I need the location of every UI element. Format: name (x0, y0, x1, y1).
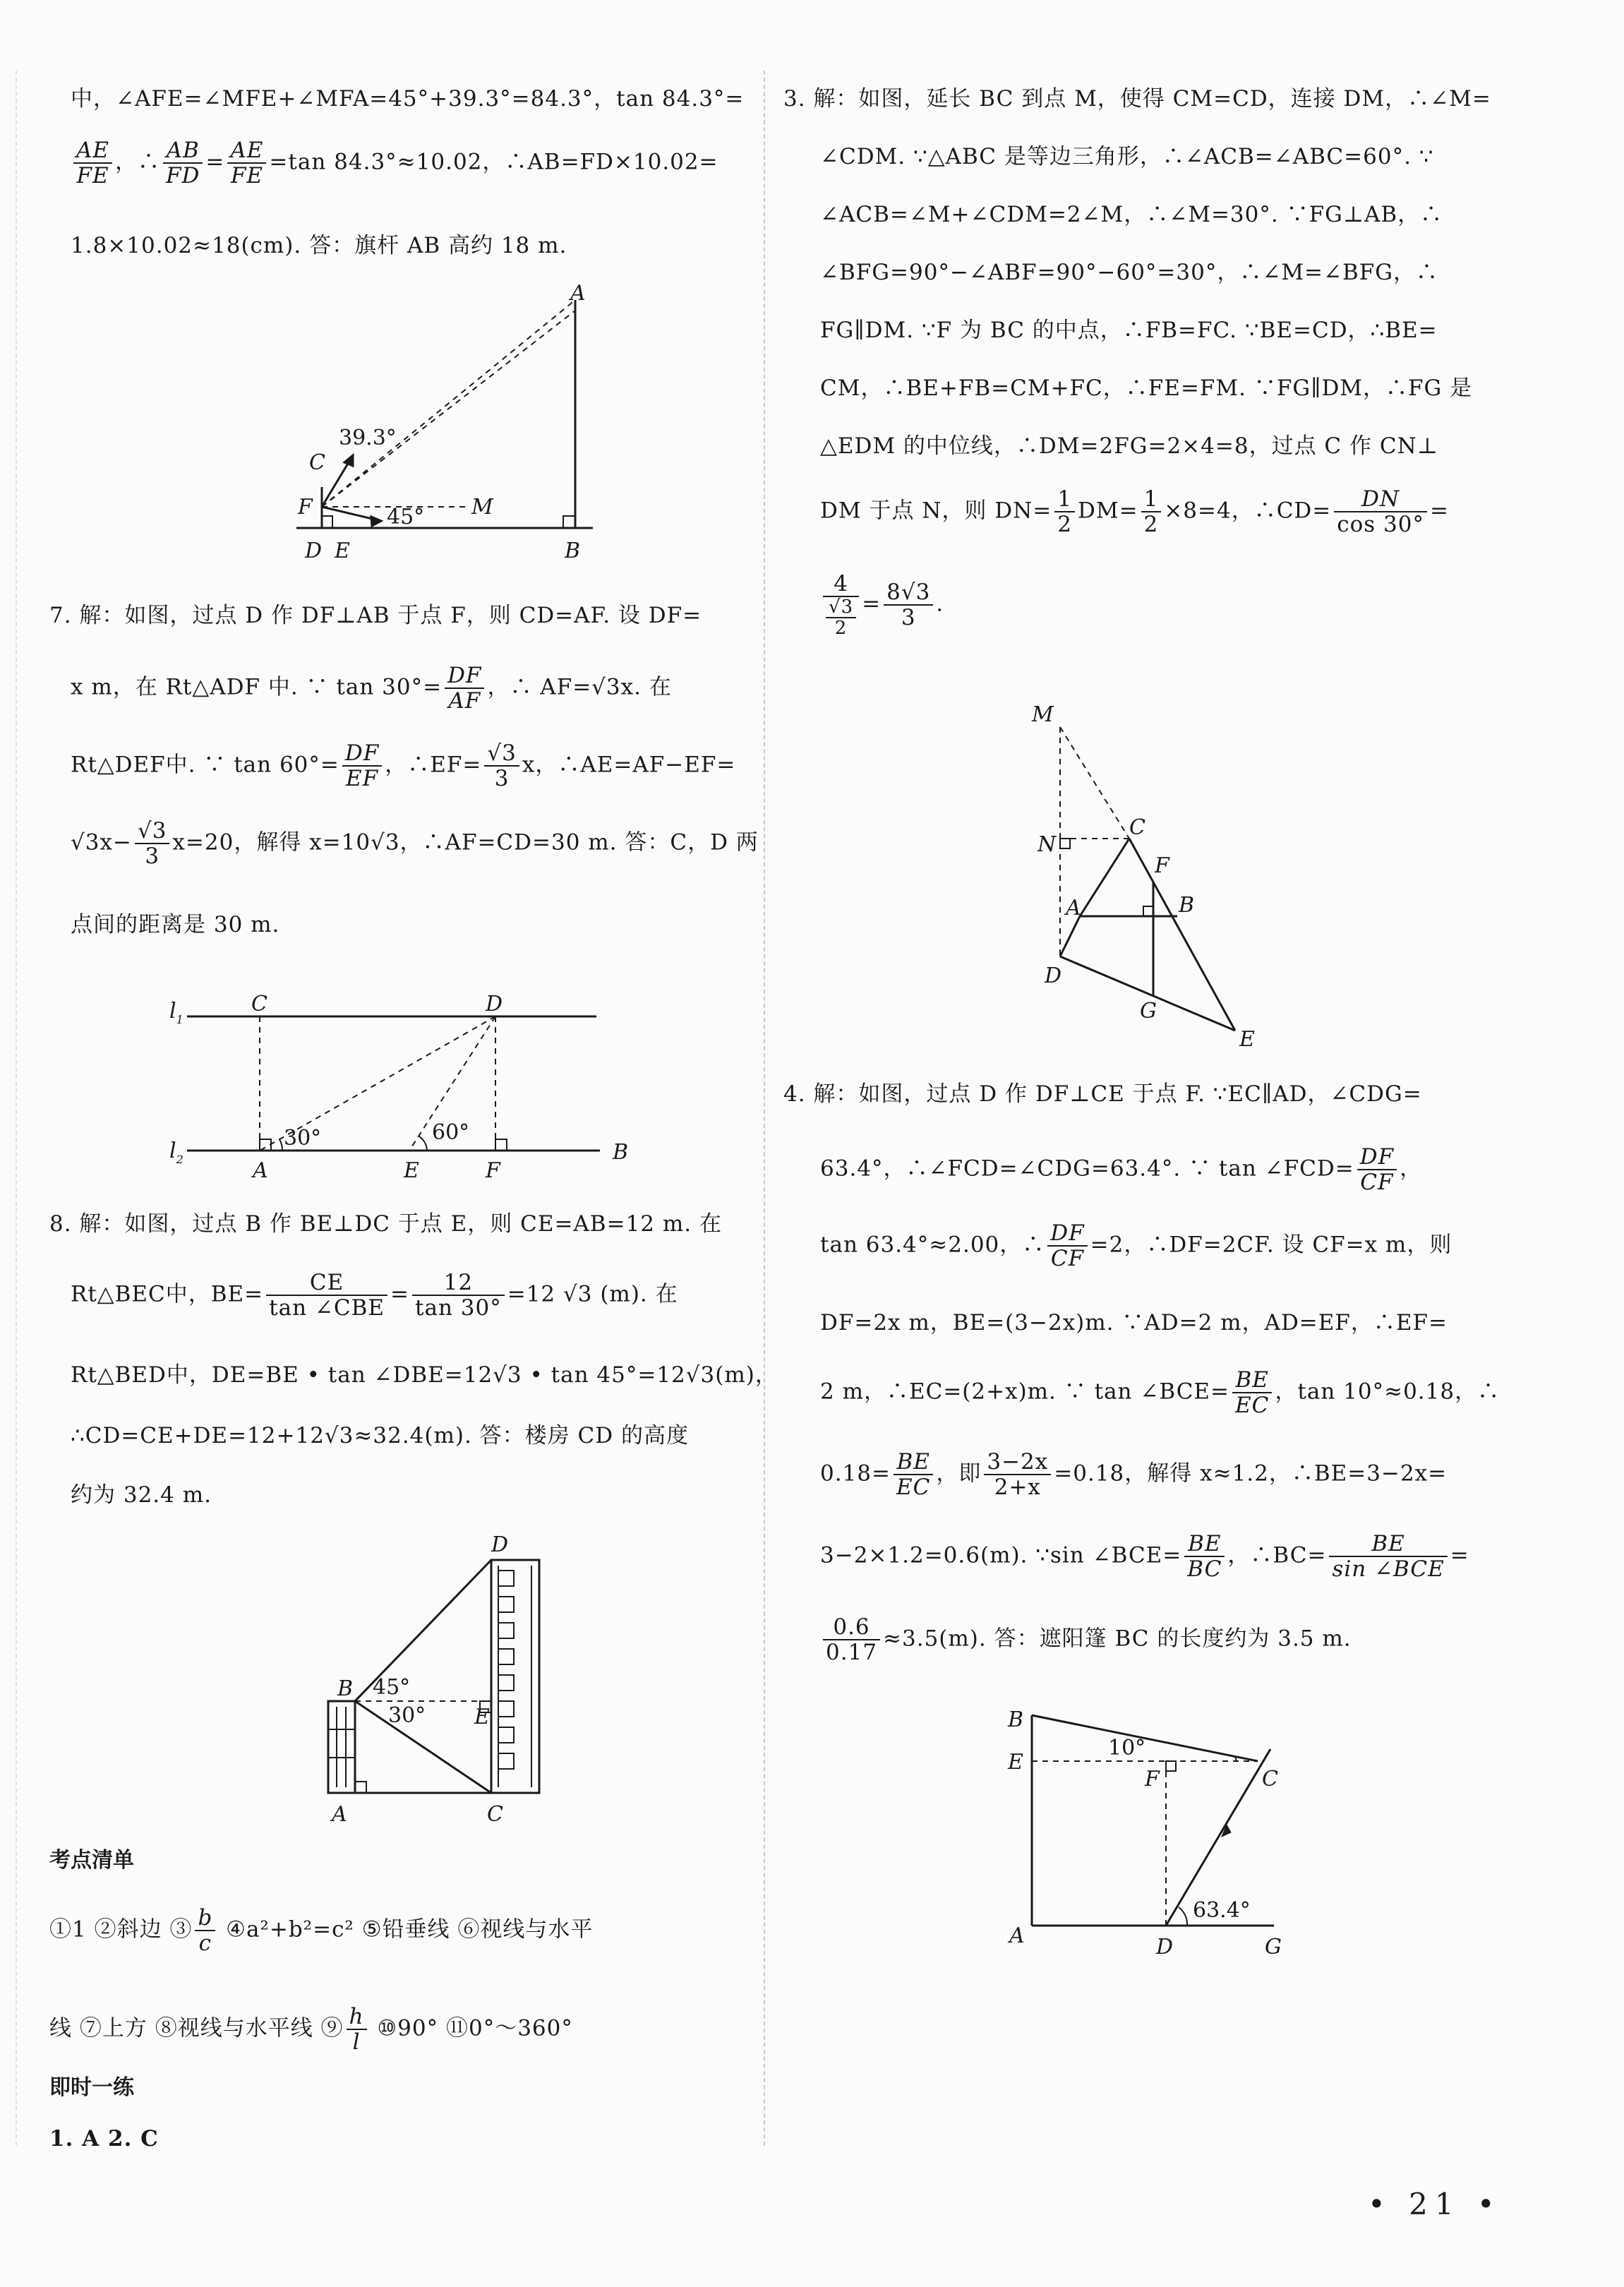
label-D: D (1045, 964, 1062, 988)
frac: $\frac{3-2x}{2+x}$ (984, 1450, 1051, 1499)
angle-arc-30 (279, 1139, 282, 1151)
p6-line3: 1.8×10.02≈18(cm). 答：旗杆 AB 高约 18 m. (71, 233, 567, 258)
frac: $\frac{h}{l}$ (347, 2005, 367, 2054)
p7-line1: 7. 解：如图，过点 D 作 DF⊥AB 于点 F，则 CD=AF. 设 DF= (49, 603, 702, 628)
p3-line4: ∠BFG=90°−∠ABF=90°−60°=30°，∴∠M=∠BFG，∴ (820, 260, 1439, 285)
arrowhead (344, 455, 353, 466)
frac: $\frac{12}{\tan 30^\circ}$ (412, 1271, 505, 1320)
frac: $\frac{√3}{2}$ (826, 597, 856, 638)
label-A: A (332, 1802, 347, 1827)
segment-mc (1060, 727, 1129, 839)
label-l2: $l_2$ (169, 1139, 184, 1166)
label-E: E (1239, 1027, 1255, 1052)
frac: $\frac{DF}{AF}$ (445, 664, 484, 713)
label-G: G (1140, 999, 1157, 1024)
frac: $\frac{AE}{FE}$ (227, 138, 266, 188)
label-B: B (337, 1676, 354, 1701)
column-divider (764, 71, 765, 2146)
p7-line2: x m，在 Rt△ADF 中. ∵ tan 30°= $\frac{DF}{AF}$ ，∴ AF=√3x. 在 (71, 663, 672, 714)
p3-line3: ∠ACB=∠M+∠CDM=2∠M，∴∠M=30°. ∵FG⊥AB，∴ (820, 202, 1443, 227)
jishi-answers: 1. A 2. C (49, 2126, 159, 2151)
right-angle-mark-f (495, 1139, 507, 1151)
label-F: F (1145, 1767, 1160, 1791)
frac: $\frac{BE}{EC}$ (894, 1450, 933, 1499)
frac: $\frac{1}{2}$ (1141, 487, 1162, 536)
label-C: C (487, 1802, 503, 1827)
p7-line4: √3x− $\frac{√3}{3}$ x=20，解得 x=10√3，∴AF=CD=30 m. 答：C，D 两 (71, 818, 759, 869)
angle-10: 10° (1108, 1736, 1146, 1760)
p3-line5: FG∥DM. ∵F 为 BC 的中点，∴FB=FC. ∵BE=CD，∴BE= (820, 318, 1438, 343)
frac: $\frac{DN}{\cos 30^\circ}$ (1334, 487, 1427, 536)
label-C: C (1129, 815, 1145, 840)
label-D: D (305, 539, 323, 563)
label-A: A (253, 1158, 268, 1183)
right-angle-mark-d (322, 516, 332, 528)
angle-30: 30° (388, 1703, 426, 1728)
label-E: E (1008, 1750, 1023, 1775)
section-kaodian-title: 考点清单 (49, 1848, 134, 1873)
sightline-fa (322, 300, 575, 507)
kaodian-line1: ①1 ②斜边 ③ $\frac{b}{c}$ ④a²+b²=c² ⑤铅垂线 ⑥视线与水平 (49, 1905, 594, 1956)
p4-line5: 2 m，∴EC=(2+x)m. ∵ tan ∠BCE= $\frac{BE}{EC}$ ，tan 10°≈0.18，∴ (820, 1367, 1500, 1418)
label-M: M (471, 495, 493, 520)
label-C: C (309, 450, 325, 475)
label-G: G (1265, 1935, 1282, 1959)
label-E: E (335, 539, 350, 563)
frac: $\frac{b}{c}$ (195, 1906, 215, 1955)
frac: $\frac{0.6}{0.17}$ (823, 1615, 880, 1664)
p6-line2: $\frac{AE}{FE}$ ，∴ $\frac{AB}{FD}$ = $\frac{AE}{FE}$ =tan 84.3°≈10.02，∴AB=FD×10.02= (71, 138, 718, 188)
frac: $\frac{BE}{EC}$ (1232, 1368, 1272, 1417)
window (498, 1753, 514, 1769)
angle-39-3: 39.3° (339, 426, 397, 450)
label-A: A (1009, 1923, 1025, 1948)
angle-45: 45° (373, 1675, 411, 1700)
frac: $\frac{√3}{3}$ (135, 819, 169, 868)
p7-line5: 点间的距离是 30 m. (71, 912, 280, 937)
label-D: D (491, 1532, 509, 1557)
angle-arc-60 (419, 1136, 427, 1151)
window (498, 1701, 514, 1717)
right-angle-mark-n (1060, 839, 1070, 848)
building-ab (328, 1701, 355, 1793)
angle-63-4: 63.4° (1193, 1898, 1251, 1923)
frac: $\frac{AB}{FD}$ (163, 138, 203, 188)
label-C: C (1262, 1767, 1278, 1791)
p3-line1: 3. 解：如图，延长 BC 到点 M，使得 CM=CD，连接 DM，∴∠M= (783, 86, 1491, 112)
window (498, 1727, 514, 1743)
frac: $\frac{DF}{EF}$ (342, 741, 382, 791)
section-jishi-title: 即时一练 (49, 2075, 134, 2100)
label-F: F (298, 495, 313, 520)
label-N: N (1037, 832, 1057, 857)
frac: $\frac{DF}{CF}$ (1357, 1145, 1397, 1194)
p8-line2: Rt△BEC中，BE= $\frac{CE}{\text{tan ∠CBE}}$ = $\frac{12}{\tan 30^\circ}$ =12 √3 (m). 在 (71, 1270, 678, 1321)
p8-line1: 8. 解：如图，过点 B 作 BE⊥DC 于点 E，则 CE=AB=12 m. 在 (49, 1211, 722, 1237)
label-A: A (1066, 896, 1081, 920)
frac: $\frac{BE}{\text{sin ∠BCE}}$ (1329, 1532, 1447, 1581)
frac: $\frac{1}{2}$ (1054, 487, 1075, 536)
p8-line4: ∴CD=CE+DE=12+12√3≈32.4(m). 答：楼房 CD 的高度 (71, 1423, 689, 1448)
p4-line7: 3−2×1.2=0.6(m). ∵sin ∠BCE= $\frac{BE}{BC}$ ，∴BC= $\frac{BE}{\text{sin ∠BCE}}$ = (820, 1531, 1469, 1582)
side-ca (1080, 839, 1129, 916)
label-F: F (486, 1158, 500, 1183)
p7-line3: Rt△DEF中. ∵ tan 60°= $\frac{DF}{EF}$ ，∴EF= $\frac{√3}{3}$ x，∴AE=AF−EF= (71, 740, 736, 791)
p4-line1: 4. 解：如图，过点 D 作 DF⊥CE 于点 F. ∵EC∥AD，∠CDG= (783, 1081, 1422, 1107)
label-A: A (570, 281, 586, 306)
p3-line6: CM，∴BE+FB=CM+FC，∴FE=FM. ∵FG∥DM，∴FG 是 (820, 376, 1473, 401)
window (498, 1649, 514, 1664)
kaodian-line2: 线 ⑦上方 ⑧视线与水平线 ⑨ $\frac{h}{l}$ ⑩90° ⑪0°～360° (49, 2004, 573, 2055)
right-angle-mark-fg (1143, 906, 1153, 916)
frac: $\frac{BE}{BC}$ (1184, 1532, 1225, 1581)
p4-line4: DF=2x m，BE=(3−2x)m. ∵AD=2 m，AD=EF，∴EF= (820, 1310, 1448, 1335)
label-D: D (486, 992, 503, 1016)
label-l1: $l_1$ (169, 999, 184, 1026)
angle-30: 30° (284, 1126, 322, 1151)
p3-line7: △EDM 的中位线，∴DM=2FG=2×4=8，过点 C 作 CN⊥ (820, 433, 1438, 459)
sightline-ea (322, 311, 575, 507)
p3-line2: ∠CDM. ∵△ABC 是等边三角形，∴∠ACB=∠ABC=60°. ∵ (820, 144, 1434, 169)
frac: $\frac{AE}{FE}$ (73, 138, 112, 188)
right-angle-mark-a (355, 1782, 366, 1793)
p6-line1: 中，∠AFE=∠MFE+∠MFA=45°+39.3°=84.3°，tan 84.3°= (71, 86, 745, 112)
page-number: • 21 • (1368, 2187, 1502, 2221)
window (498, 1571, 514, 1586)
window (498, 1597, 514, 1612)
label-D: D (1156, 1935, 1174, 1959)
label-F: F (1155, 853, 1169, 878)
label-E: E (474, 1705, 490, 1729)
angle-45: 45° (387, 505, 425, 529)
label-B: B (1008, 1707, 1024, 1732)
p3-line8: DM 于点 N，则 DN= $\frac{1}{2}$ DM= $\frac{1}{2}$ ×8=4，∴CD= $\frac{DN}{\cos 30^\circ}$ = (820, 486, 1449, 537)
p8-line5: 约为 32.4 m. (71, 1482, 212, 1508)
p4-line2: 63.4°，∴∠FCD=∠CDG=63.4°. ∵ tan ∠FCD= $\frac{DF}{CF}$ ， (820, 1144, 1423, 1195)
label-B: B (565, 539, 581, 563)
p4-line6: 0.18= $\frac{BE}{EC}$ ，即 $\frac{3-2x}{2+x}$ =0.18，解得 x≈1.2，∴BE=3−2x= (820, 1449, 1448, 1500)
angle-60: 60° (432, 1120, 470, 1145)
building-windows (498, 1571, 514, 1769)
right-angle-mark-f (1166, 1761, 1176, 1771)
window (498, 1675, 514, 1691)
label-B: B (613, 1140, 629, 1165)
complex-frac: $\frac{4}{\frac{√3}{2}}$ (823, 572, 859, 638)
frac: $\frac{√3}{3}$ (484, 741, 519, 791)
label-E: E (404, 1158, 419, 1183)
frac: $\frac{CE}{\text{tan ∠CBE}}$ (266, 1271, 387, 1320)
p4-line8: $\frac{0.6}{0.17}$ ≈3.5(m). 答：遮阳篷 BC 的长度约为 3.5 m. (820, 1615, 1352, 1664)
label-C: C (251, 992, 267, 1016)
left-margin-rule (16, 71, 17, 2146)
frac: $\frac{DF}{CF}$ (1047, 1221, 1087, 1271)
p8-line3: Rt△BED中，DE=BE • tan ∠DBE=12√3 • tan 45°=12√3(m)， (71, 1362, 778, 1388)
label-B: B (1179, 893, 1195, 918)
p4-line3: tan 63.4°≈2.00，∴ $\frac{DF}{CF}$ =2，∴DF=2CF. 设 CF=x m，则 (820, 1220, 1452, 1271)
angle-arc-63 (1179, 1907, 1187, 1926)
window (498, 1623, 514, 1638)
side-ad (1060, 916, 1080, 956)
p3-line9: $\frac{4}{\frac{√3}{2}}$ = $\frac{8√3}{3}$ . (820, 572, 944, 638)
right-angle-mark-b (563, 516, 575, 528)
label-M: M (1032, 702, 1054, 727)
arrowhead (371, 517, 381, 526)
frac: $\frac{8√3}{3}$ (884, 580, 933, 630)
